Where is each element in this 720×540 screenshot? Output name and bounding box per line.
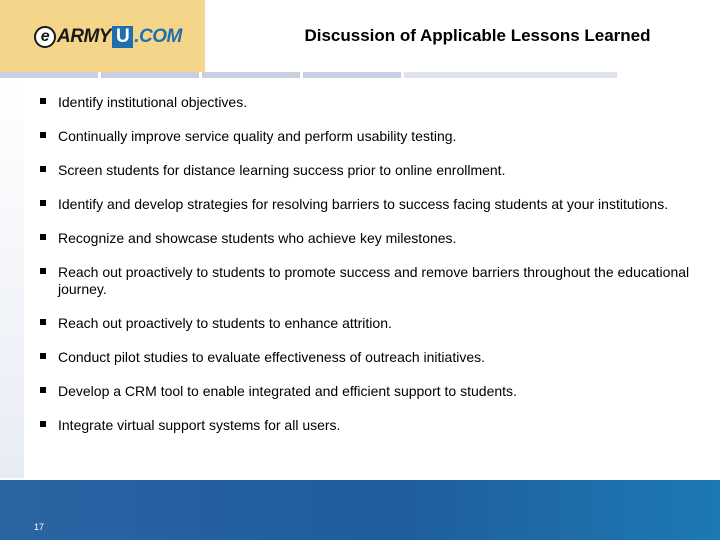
bullet-item xyxy=(40,162,700,179)
square-bullet-icon xyxy=(40,421,46,427)
square-bullet-icon xyxy=(40,98,46,104)
logo-dotcom-text: .COM xyxy=(134,26,182,47)
bullet-text: Conduct pilot studies to evaluate effectiveness of outreach initiatives. xyxy=(58,349,485,365)
square-bullet-icon xyxy=(40,387,46,393)
logo-u-box: U xyxy=(112,26,133,48)
bullet-text: Integrate virtual support systems for all users. xyxy=(58,417,341,433)
square-bullet-icon xyxy=(40,234,46,240)
bullet-item xyxy=(40,417,700,434)
earmyu-logo xyxy=(34,24,182,50)
bullet-text: Continually improve service quality and perform usability testing. xyxy=(58,128,457,144)
bullet-item xyxy=(40,196,700,213)
page-number: 17 xyxy=(34,522,45,532)
logo-panel xyxy=(0,0,205,72)
rule-segment xyxy=(303,72,401,78)
logo-army-text: ARMY xyxy=(57,26,111,47)
bullet-item xyxy=(40,264,700,298)
logo-e-mark: e xyxy=(34,26,56,48)
bullet-item xyxy=(40,383,700,400)
bullet-item xyxy=(40,94,700,111)
rule-segment xyxy=(404,72,617,78)
footer-bar xyxy=(0,480,720,540)
bullet-text: Screen students for distance learning success prior to online enrollment. xyxy=(58,162,506,178)
bullet-item xyxy=(40,349,700,366)
rule-segment xyxy=(101,72,199,78)
bullet-text: Identify and develop strategies for resolving barriers to success facing students at your institutions. xyxy=(58,196,669,212)
slide-title: Discussion of Applicable Lessons Learned xyxy=(304,26,651,45)
bullet-text: Reach out proactively to students to promote success and remove barriers throughout the educational journey. xyxy=(58,264,690,297)
bullet-item xyxy=(40,230,700,247)
square-bullet-icon xyxy=(40,200,46,206)
square-bullet-icon xyxy=(40,132,46,138)
bullet-text: Reach out proactively to students to enhance attrition. xyxy=(58,315,392,331)
square-bullet-icon xyxy=(40,268,46,274)
bullet-list xyxy=(40,94,700,451)
square-bullet-icon xyxy=(40,319,46,325)
side-decoration xyxy=(0,78,24,478)
square-bullet-icon xyxy=(40,166,46,172)
bullet-text: Recognize and showcase students who achieve key milestones. xyxy=(58,230,457,246)
square-bullet-icon xyxy=(40,353,46,359)
bullet-text: Develop a CRM tool to enable integrated and efficient support to students. xyxy=(58,383,517,399)
title-underline-rule xyxy=(0,72,720,78)
bullet-item xyxy=(40,315,700,332)
bullet-text: Identify institutional objectives. xyxy=(58,94,248,110)
bullet-item xyxy=(40,128,700,145)
rule-segment xyxy=(202,72,300,78)
